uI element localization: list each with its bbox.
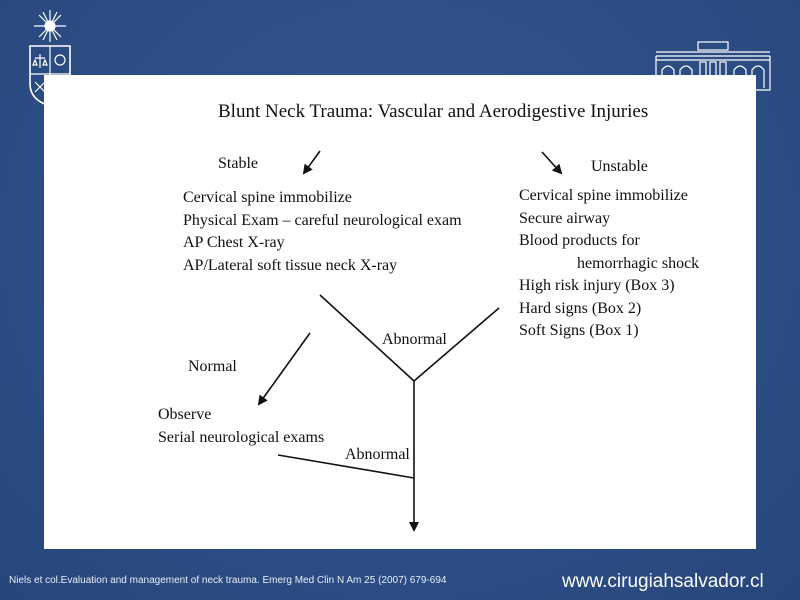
arrow-to-stable [304, 151, 320, 173]
list-item: Hard signs (Box 2) [519, 299, 642, 317]
list-item: AP Chest X-ray [183, 234, 285, 251]
flowchart-panel [44, 75, 756, 549]
list-item: hemorrhagic shock [577, 254, 700, 272]
normal-label: Normal [188, 358, 237, 375]
slide-title: Blunt Neck Trauma: Vascular and Aerodigestive Injuries [218, 101, 649, 122]
normal-steps-list [158, 404, 324, 449]
website-link[interactable]: www.cirugiahsalvador.cl [562, 571, 764, 592]
unstable-label: Unstable [591, 158, 648, 175]
abnormal-label-observe: Abnormal [345, 446, 410, 463]
stable-label: Stable [218, 155, 258, 172]
list-item: Secure airway [519, 209, 611, 227]
list-item: Cervical spine immobilize [183, 189, 352, 206]
unstable-steps-list [519, 185, 699, 343]
list-item: Soft Signs (Box 1) [519, 322, 639, 339]
citation-text: Niels et col.Evaluation and management of neck trauma. Emerg Med Clin N Am 25 (2007) 679-694 [9, 575, 447, 586]
arrow-to-normal [259, 333, 310, 404]
list-item: Physical Exam – careful neurological exam [183, 211, 462, 229]
stable-steps-list [183, 187, 462, 277]
abnormal-label-branch: Abnormal [382, 331, 447, 348]
list-item: AP/Lateral soft tissue neck X-ray [183, 256, 398, 274]
arrow-to-unstable [542, 152, 561, 173]
list-item: High risk injury (Box 3) [519, 277, 675, 294]
list-item: Observe [158, 406, 212, 423]
list-item: Cervical spine immobilize [519, 187, 688, 204]
list-item: Serial neurological exams [158, 428, 325, 446]
list-item: Blood products for [519, 232, 640, 249]
